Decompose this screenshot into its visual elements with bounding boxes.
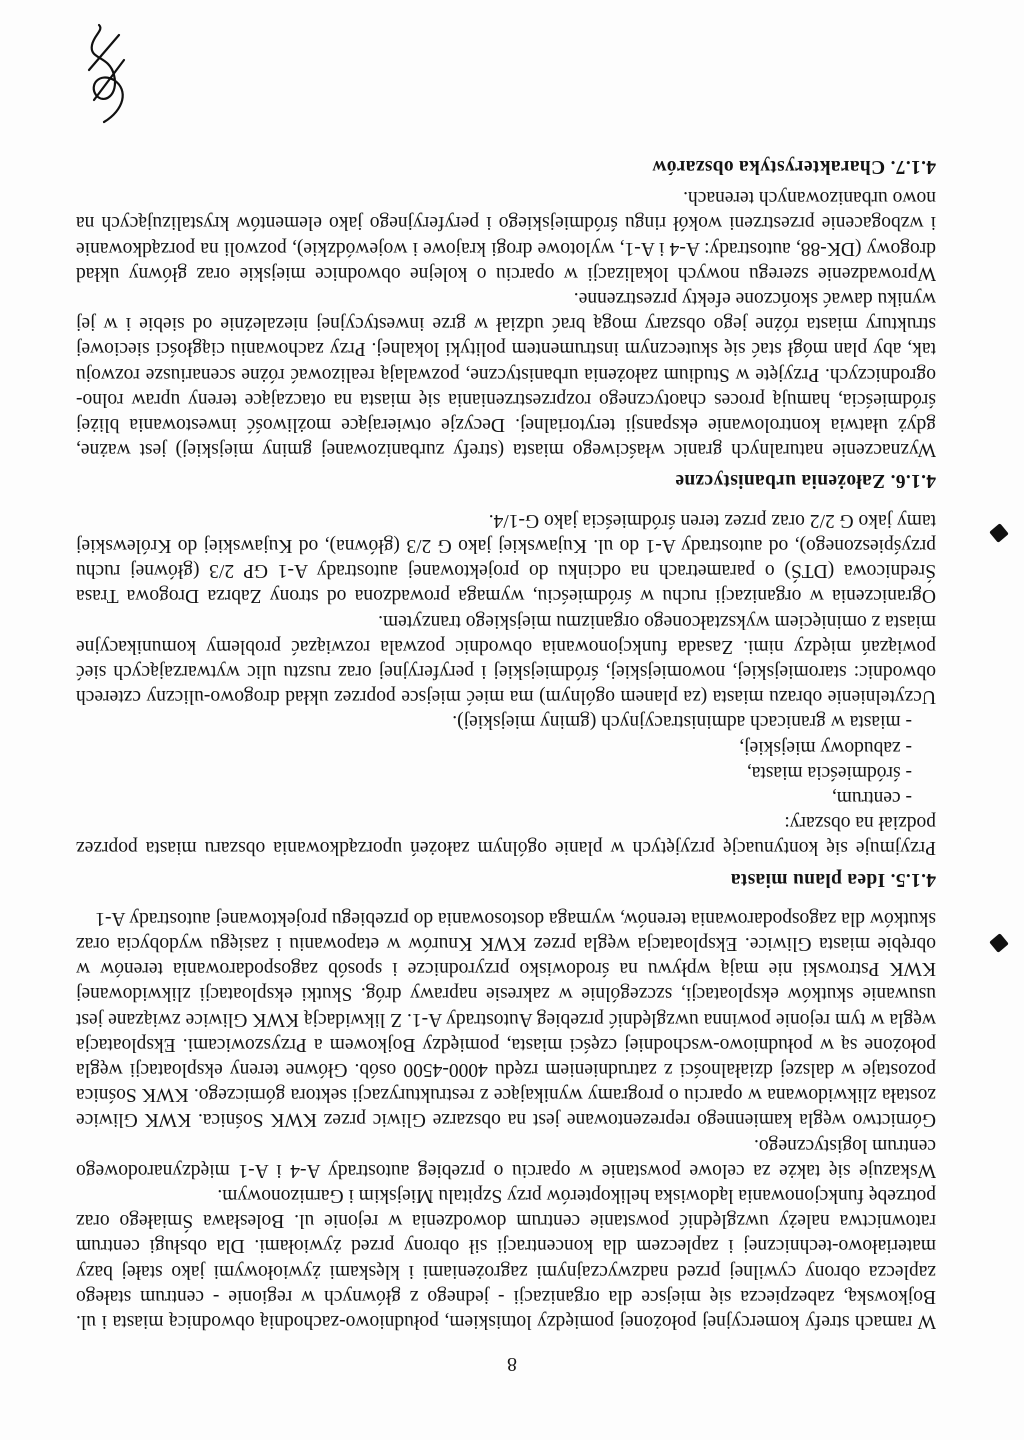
page-number: 8 [507,1353,517,1375]
section-heading-4-1-6: 4.1.6. Założenia urbanistyczne [675,470,936,492]
body-paragraph: Wyznaczenie naturalnych granic właściwego miasta (strefy zurbanizowanej gminy miejskiej) jest ważne, gdyż ułatwia kontrolowanie ekspansji terytorialnej. Decyzje otwierające możliwość inwestowania bliżej śródmieścia, hamują proces chaotycznego rozprzestrzeniania się miasta na otaczające tereny upraw rolno-ogrodniczych. Przyjęte w Studium założenia urbanistyczne, pozwalają realizować różne scenariusze rozwoju tak, aby plan mógł stać się skutecznym instrumentem polityki lokalnej. Przy zachowaniu ciągłości sieciowej struktury miasta różne jego obszary mogą brać udział w grze inwestycyjnej niezależnie od siebie i w jej wyniku dawać skończone efekty przestrzenne. [76,288,936,461]
body-paragraph: Wprowadzenie szeregu nowych lokalizacji w oparciu o kolejne obwodnice miejskie oraz główny układ drogowy (DK-88, autostrady: A-4 i A-1, wylotowe drogi krajowe i wojewódzkie), pozwoli na porządkowanie i wzbogacenie przestrzeni wokół ringu śródmiejskiego i peryferyjnego jako elementów krystalizujących na nowo urbanizowanych terenach. [76,187,936,284]
list-item: - zabudowy miejskiej, [739,736,912,758]
handwritten-signature [74,20,144,130]
section-heading-4-1-5: 4.1.5. Idea planu miasta [730,868,936,890]
intro-paragraph: Górnictwo węgla kamiennego reprezentowane jest na obszarze Gliwic przez KWK Sośnica. KWK Gliwice została zlikwidowana w oparciu o programy wynikające z restrukturyzacji sektora górniczego. KWK Sośnica pozostaje w dalszej działalności z zatrudnieniem rzędu 4000-4500 osób. Główne tereny eksploatacji węgla położone są w południowo-wschodniej części miasta, pomiędzy Bojkowem a Przyszowicami. Eksploatacja węgla w tym rejonie powinna uwzględnić przebieg Autostrady A-1. Z likwidacją KWK Gliwice związane jest usuwanie skutków eksploatacji, szczególnie w zakresie naprawy dróg. Skutki eksploatacji zlikwidowanej KWK Pstrowski nie mają wpływu na środowisko przyrodnicze i sposób zagospodarowania terenów w obrębie miasta Gliwice. Eksploatacja węgla przez KWK Knurów w etapowaniu i zasięgu wydobycia oraz skutków dla zagospodarowania terenów, wymaga dostosowania do przebiegu projektowanej autostrady A-1 [76,907,936,1131]
body-paragraph: Uczytelnienie obrazu miasta (za planem ogólnym) ma mieć miejsce poprzez układ drogowo-uliczny czterech obwodnic: staromiejskiej, nowomiejskiej, śródmiejskiej i peryferyjnej oraz rusztu ulic wytwarzających sieć powiązań między nimi. Zasada funkcjonowania obwodnic pozwala rozwiązać problemy komunikacyjne miasta z ominięciem wykształconego organizmu miejskiego tranzytem. [76,610,936,708]
list-item: - miasta w granicach administracyjnych (gminy miejskiej). [452,711,912,733]
intro-paragraph: Wskazuje się także za celowe powstanie w oparciu o przebieg autostrady A-4 i A-1 międzynarodowego centrum logistycznego. [76,1134,936,1181]
page-text-body [76,154,936,1334]
margin-mark [989,933,1009,953]
list-item: - centrum, [831,786,912,808]
list-item: - śródmieścia miasta, [746,761,912,783]
body-paragraph: Ograniczenia w organizacji ruchu w śródmieściu, wymaga prowadzona od strony Zabrza Drogowa Trasa Średnicowa (DTŚ) o parametrach na odcinku do projektowanej autostrady A-1 GP 2/3 (głównej ruchu przyśpieszonego), od autostrady A-1 do ul. Kujawskiej jako G 2/3 (główna), od Kujawskiej do Królewskiej tamy jako G 2/2 oraz przez teren śródmieścia jako G-1/4. [76,509,936,607]
section-lead: Przyjmuje się kontynuację przyjętych w planie ogólnym założeń uporządkowania obszaru miasta poprzez podział na obszary: [76,812,936,859]
section-heading-4-1-7: 4.1.7. Charakterystyka obszarów [652,156,936,178]
intro-paragraph: W ramach strefy komercyjnej położonej pomiędzy lotniskiem, południowo-zachodnią obwodnicą miasta i ul. Bojkowską, zabezpiecza się miejsce dla organizacji - jednego z głównych w regionie - centrum stałego zaplecza obrony cywilnej przed nadzwyczajnymi zagrożeniami i klęskami żywiołowymi jako stałej bazy materiałowo-technicznej i zapleczem dla koncentracji sił obrony przed żywiołami. Dla obsługi centrum ratownictwa należy uwzględnić powstanie centrum dowodzenia w rejonie ul. Bolesława Śmiałego oraz potrzebę funkcjonowania lądowiska helikopterów przy Szpitalu Miejskim i Garnizonowym. [76,1184,936,1332]
margin-mark [989,523,1009,543]
